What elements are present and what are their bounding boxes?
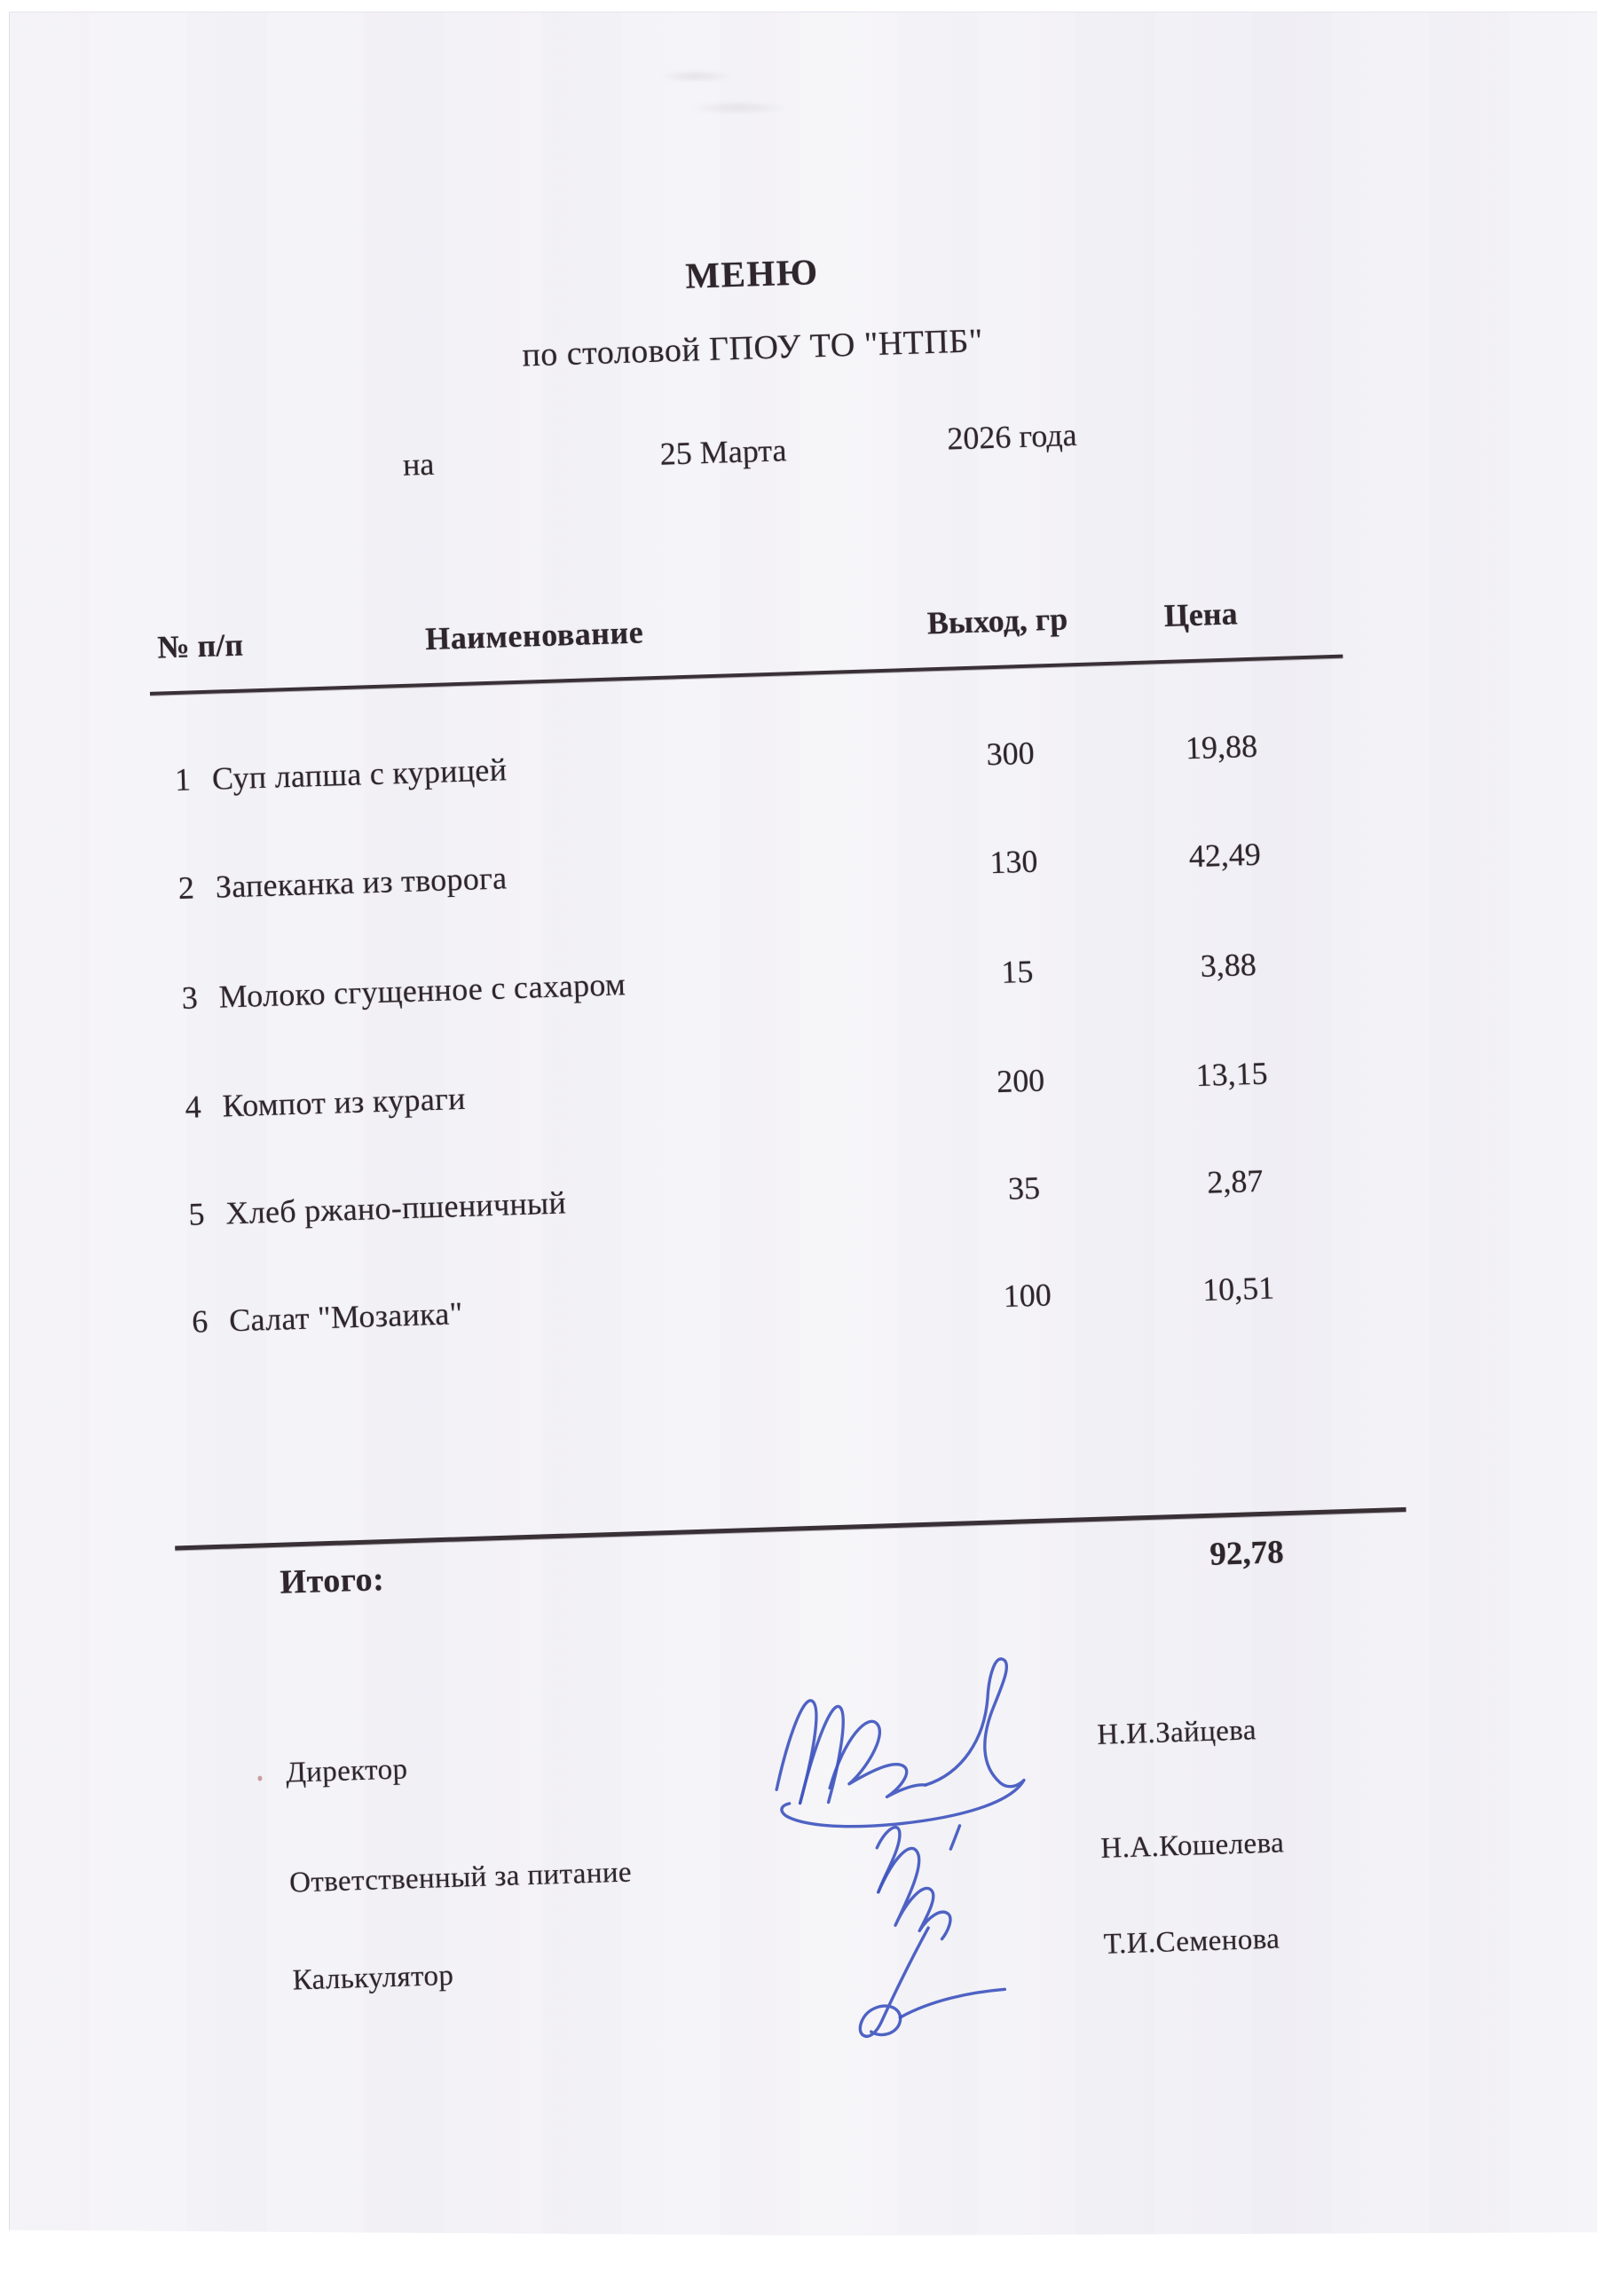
- dish-price: 10,51: [1201, 1270, 1275, 1308]
- dish-output: 15: [1000, 953, 1034, 990]
- row-number: 1: [174, 761, 192, 798]
- total-value: 92,78: [1209, 1534, 1285, 1573]
- dish-name: Запеканка из творога: [215, 860, 508, 905]
- dish-output: 300: [985, 735, 1036, 773]
- column-header-name: Наименование: [424, 614, 644, 657]
- dish-output: 100: [1003, 1277, 1052, 1315]
- row-number: 2: [177, 869, 195, 906]
- column-header-output: Выход, гр: [926, 601, 1068, 641]
- row-number: 3: [181, 979, 199, 1016]
- date-prefix: на: [402, 445, 435, 483]
- dish-price: 2,87: [1206, 1162, 1264, 1200]
- signatory-role-director: Директор: [285, 1753, 408, 1789]
- scan-speck: [257, 1776, 262, 1781]
- calculator-signature: [815, 1916, 1014, 2056]
- document-subtitle: по столовой ГПОУ ТО "НТПБ": [521, 322, 984, 374]
- dish-name: Суп лапша с курицей: [211, 751, 508, 797]
- table-row: [0, 1044, 1606, 1141]
- column-header-number: № п/п: [156, 626, 244, 665]
- row-number: 5: [187, 1196, 206, 1232]
- total-label: Итого:: [279, 1561, 385, 1601]
- signatory-name-director: Н.И.Зайцева: [1096, 1714, 1257, 1751]
- table-row: [0, 825, 1599, 922]
- header-underline: [150, 655, 1343, 696]
- dish-price: 13,15: [1194, 1055, 1269, 1094]
- signatory-role-food-manager: Ответственный за питание: [288, 1856, 633, 1899]
- dish-name: Молоко сгущенное с сахаром: [218, 966, 626, 1015]
- row-number: 4: [185, 1089, 202, 1125]
- dish-price: 19,88: [1185, 727, 1258, 767]
- date-year: 2026 года: [946, 416, 1078, 457]
- table-row: [0, 717, 1595, 814]
- dish-output: 35: [1007, 1169, 1041, 1207]
- row-number: 6: [191, 1303, 209, 1340]
- document-title: МЕНЮ: [684, 250, 820, 296]
- column-header-price: Цена: [1163, 595, 1239, 633]
- dish-name: Салат "Мозаика": [228, 1295, 464, 1339]
- table-row: [5, 1258, 1607, 1355]
- signatory-name-food-manager: Н.А.Кошелева: [1099, 1827, 1285, 1865]
- dish-output: 130: [989, 843, 1039, 881]
- table-row: [0, 935, 1603, 1032]
- signatory-name-calculator: Т.И.Семенова: [1103, 1923, 1280, 1961]
- dish-name: Хлеб ржано-пшеничный: [225, 1184, 567, 1231]
- dish-price: 42,49: [1188, 836, 1262, 875]
- dish-output: 200: [996, 1062, 1045, 1100]
- dish-price: 3,88: [1200, 946, 1257, 984]
- date-value: 25 Марта: [659, 432, 788, 472]
- signatory-role-calculator: Калькулятор: [292, 1959, 454, 1997]
- dish-name: Компот из кураги: [221, 1080, 467, 1124]
- table-row: [2, 1152, 1607, 1248]
